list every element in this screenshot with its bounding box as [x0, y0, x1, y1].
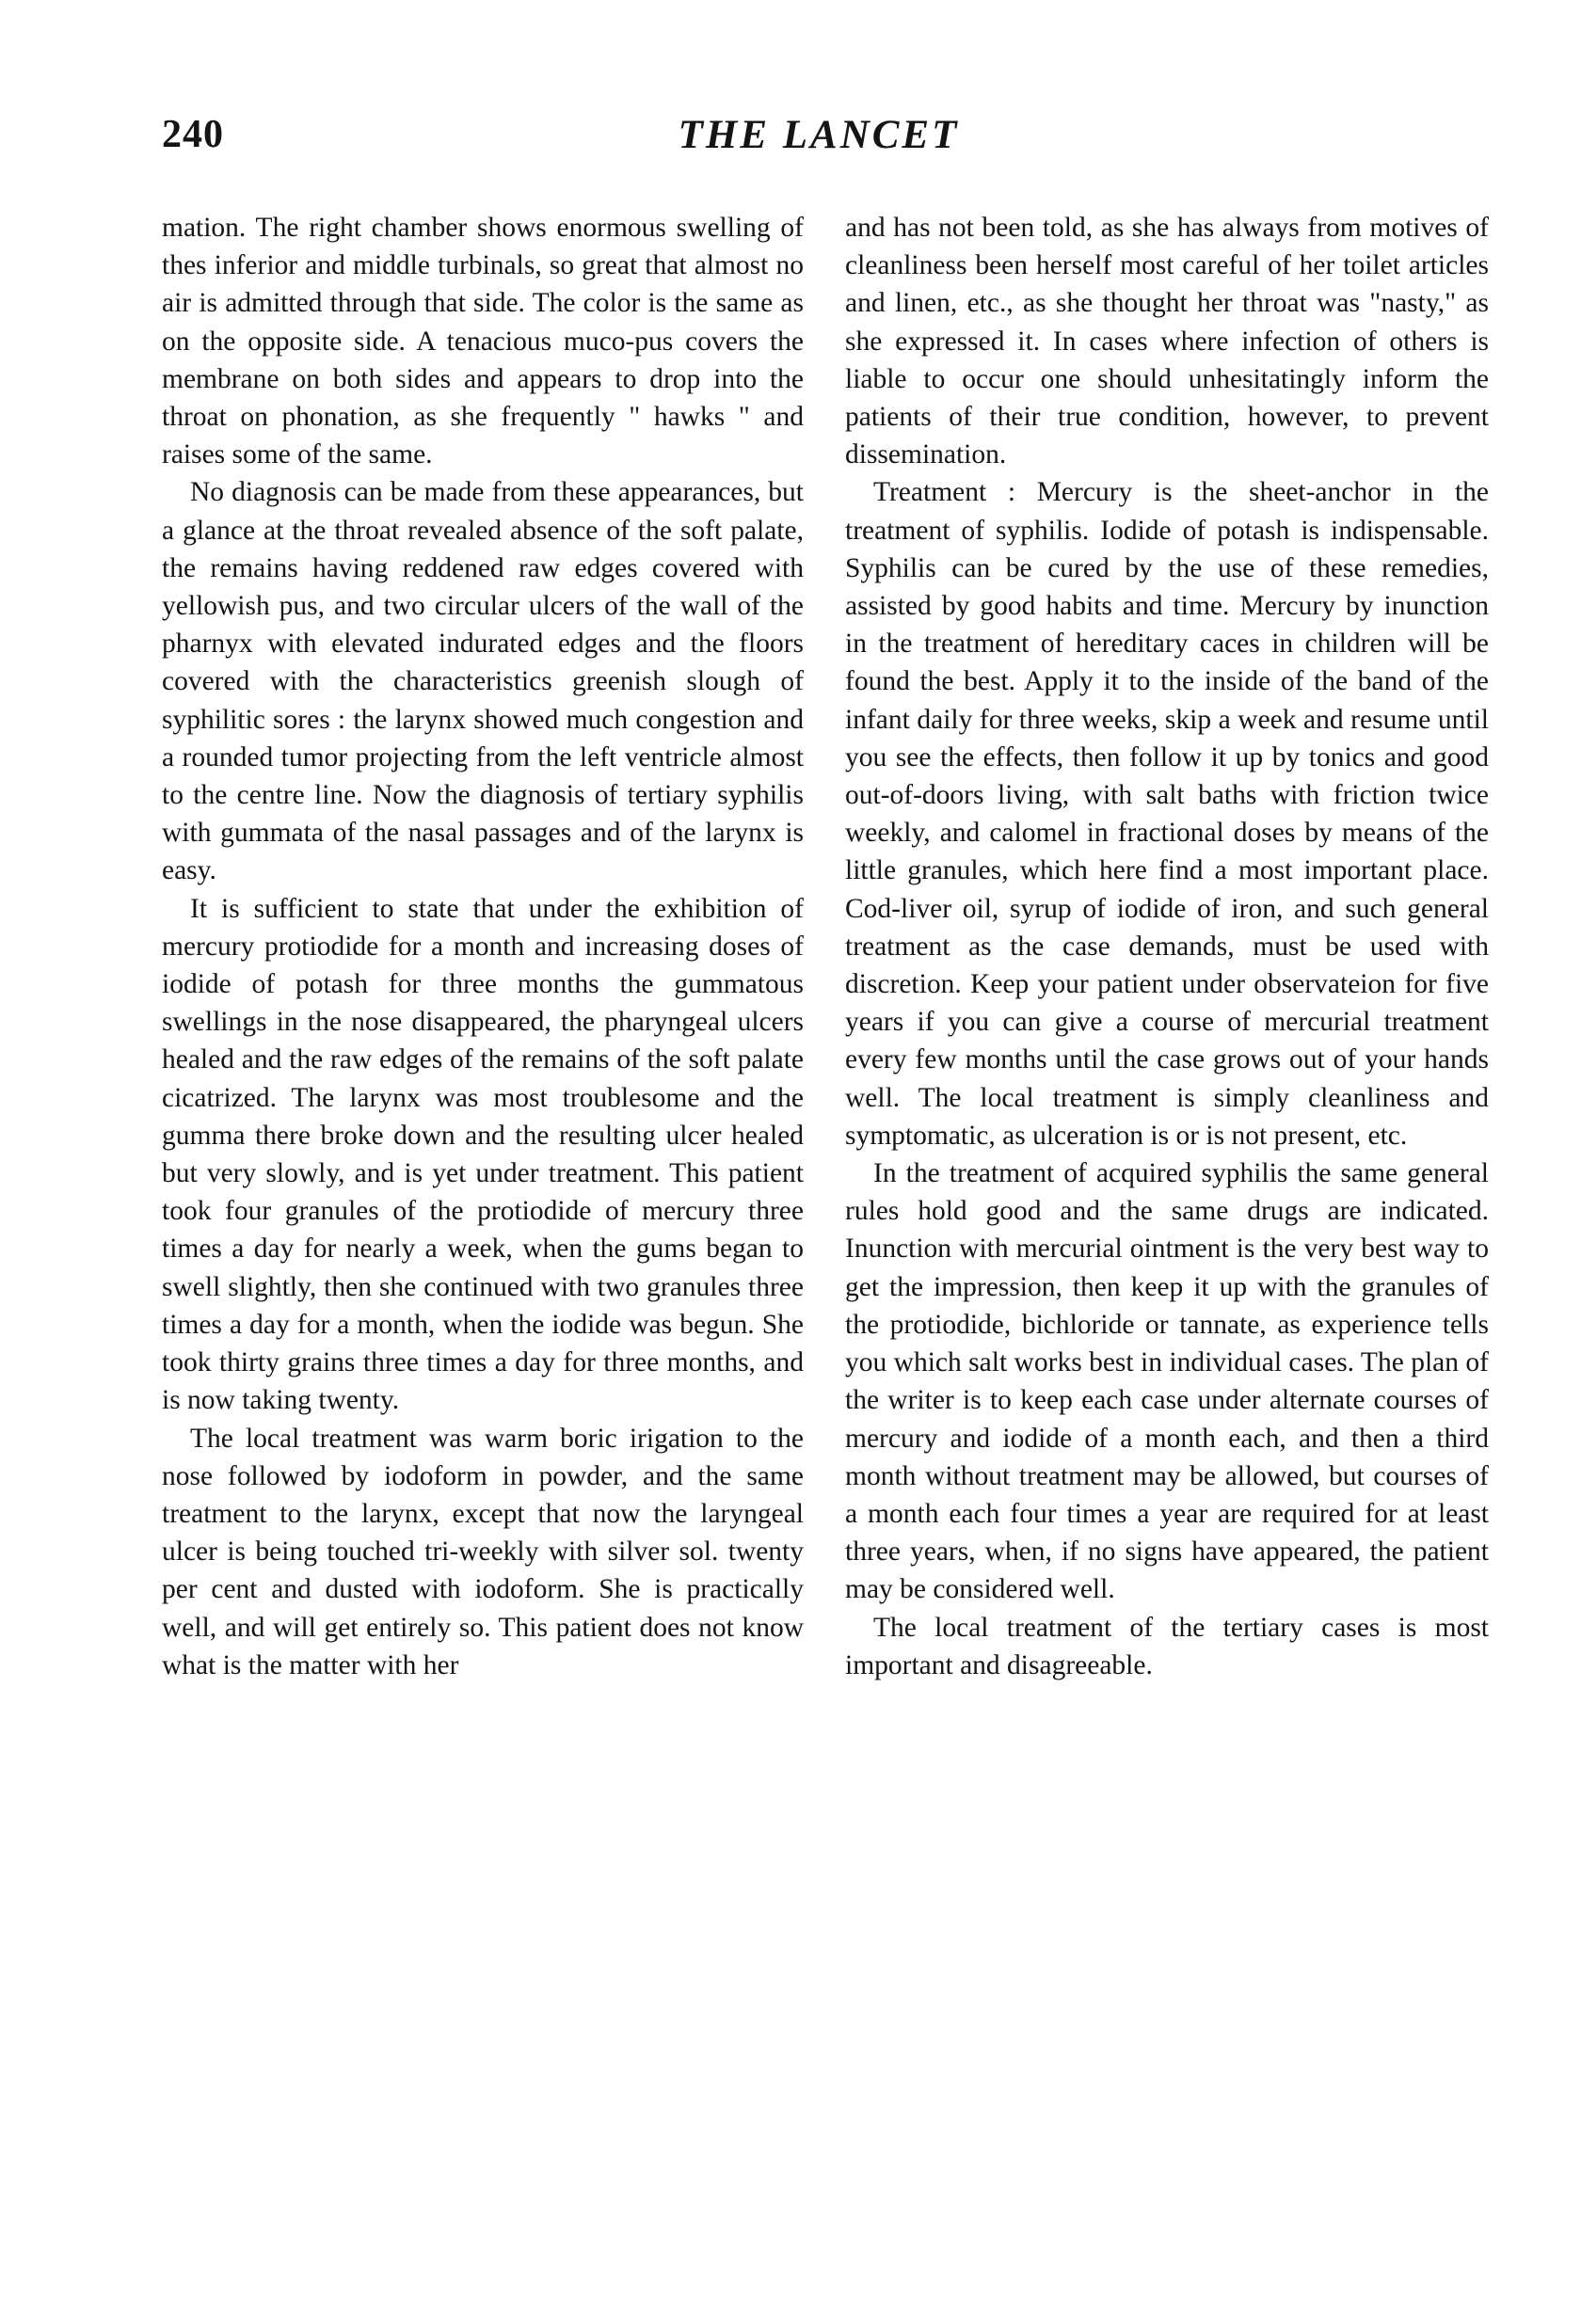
paragraph: In the treatment of acquired syphilis the same general rules hold good and the same drugs are indicated. Inunction with mercurial ointment is the very best way to get the impression, then keep it up with the granules of the protiodide, bichloride or tannate, as experience tells you which salt works best in individual cases. The plan of the writer is to keep each case under alternate courses of mercury and iodide of a month each, and then a third month without treatment may be allowed, but courses of a month each four times a year are required for at least three years, when, if no signs have appeared, the patient may be considered well. [845, 1158, 1489, 1605]
paragraph: It is sufficient to state that under the exhibition of mercury protiodide for a month and increasing doses of iodide of potash for three months the gummatous swellings in the nose disappeared, the pharyngeal ulcers healed and the raw edges of the remains of the soft palate cicatrized. The larynx was most troublesome and the gumma there broke down and the resulting ulcer healed but very slowly, and is yet under treatment. This patient took four granules of the protiodide of mercury three times a day for nearly a week, when the gums began to swell slightly, then she continued with two granules three times a day for a month, when the iodide was begun. She took thirty grains three times a day for three months, and is now taking twenty. [162, 893, 804, 1416]
journal-title: THE LANCET [678, 113, 960, 157]
paragraph: Treatment : Mercury is the sheet-anchor in the treatment of syphilis. Iodide of potash is indispensable. Syphilis can be cured by the use of these remedies, assisted by good habits and time. Mercury by inunction in the treatment of hereditary caces in children will be found the best. Apply it to the inside of the band of the infant daily for three weeks, skip a week and resume until you see the effects, then follow it up by tonics and good out-of-doors living, with salt baths with friction twice weekly, and calomel in fractional doses by means of the little granules, which here find a most important place. Cod-liver oil, syrup of iodide of iron, and such general treatment as the case demands, must be used with discretion. Keep your patient under observateion for five years if you can give a course of mercurial treatment every few months until the case grows out of your hands well. The local treatment is simply cleanliness and symptomatic, as ulceration is or is not present, etc. [845, 477, 1489, 1151]
page-number: 240 [162, 113, 224, 156]
paragraph: No diagnosis can be made from these appearances, but a glance at the throat revealed absence of the soft palate, the remains having reddened raw edges covered with yellowish pus, and two circular ulcers of the wall of the pharnyx with elevated indurated edges and the floors covered with the characteristics greenish slough of syphilitic sores : the larynx showed much congestion and a rounded tumor projecting from the left ventricle almost to the centre line. Now the diagnosis of tertiary syphilis with gummata of the nasal passages and of the larynx is easy. [162, 477, 804, 886]
paragraph: The local treatment was warm boric irigation to the nose followed by iodoform in powder, and the same treatment to the larynx, except that now the laryngeal ulcer is being touched tri-weekly with silver sol. twenty per cent and dusted with iodoform. She is practically well, and will get entirely so. This patient does not know what is the matter with her [162, 1423, 804, 1680]
left-column [162, 209, 804, 1684]
paragraph: The local treatment of the tertiary cases is most important and disagreeable. [845, 1612, 1489, 1680]
right-column [845, 209, 1489, 1684]
paragraph: and has not been told, as she has always from motives of cleanliness been herself most careful of her toilet articles and linen, etc., as she thought her throat was "nasty," as she expressed it. In cases where infection of others is liable to occur one should unhesitatingly inform the patients of their true condition, however, to prevent dissemination. [845, 213, 1489, 470]
paragraph: mation. The right chamber shows enormous swelling of thes inferior and middle turbinals, so great that almost no air is admitted through that side. The color is the same as on the opposite side. A tenacious muco-pus covers the membrane on both sides and appears to drop into the throat on phonation, as she frequently " hawks " and raises some of the same. [162, 213, 804, 470]
